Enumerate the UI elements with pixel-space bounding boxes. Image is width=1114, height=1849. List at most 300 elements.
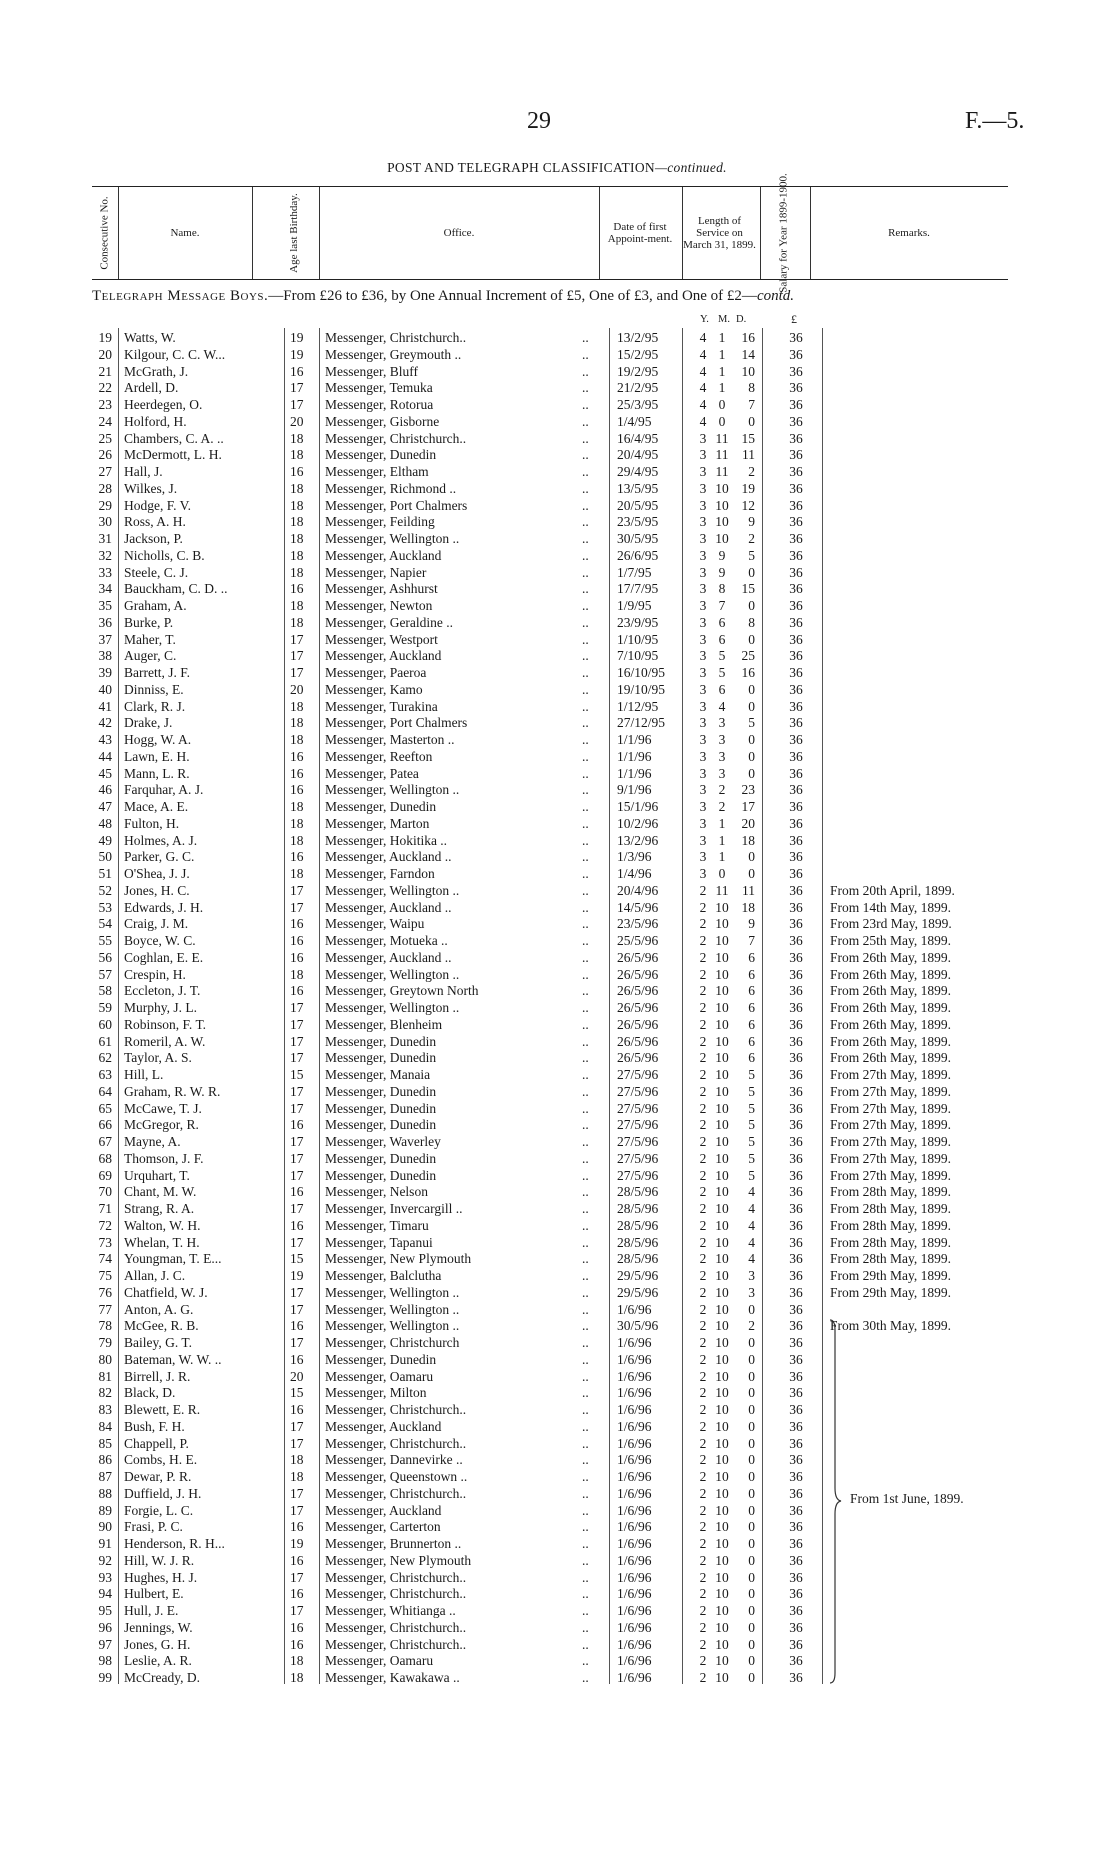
row-years: 2 [699, 1368, 707, 1384]
row-remarks: From 14th May, 1899. [830, 899, 951, 915]
row-no: 73 [98, 1234, 112, 1250]
row-years: 2 [699, 1184, 707, 1200]
row-no: 31 [98, 531, 112, 546]
row-no: 40 [98, 681, 112, 697]
row-office: Messenger, Wellington .. [325, 1301, 460, 1317]
row-days: 6 [748, 983, 755, 999]
table-row [0, 1050, 1114, 1067]
row-name: Birrell, J. R. [124, 1368, 191, 1384]
row-no: 56 [98, 949, 112, 965]
row-age: 17 [290, 1167, 304, 1183]
row-months: 11 [715, 430, 729, 446]
row-office: Messenger, Dunedin [325, 1351, 437, 1367]
row-days: 6 [748, 1033, 755, 1049]
page-title [0, 160, 1114, 176]
row-date: 27/5/96 [617, 1083, 659, 1099]
row-no: 71 [98, 1201, 112, 1216]
row-days: 0 [748, 413, 755, 429]
row-name: Robinson, F. T. [124, 1016, 207, 1032]
row-years: 3 [699, 581, 707, 597]
row-months: 5 [718, 648, 726, 664]
row-days: 0 [748, 765, 755, 781]
row-office: Messenger, Greymouth .. [325, 346, 462, 362]
row-salary: 36 [789, 514, 803, 530]
table-row [0, 1536, 1114, 1553]
row-days: 7 [748, 933, 755, 948]
row-date: 1/12/95 [617, 698, 659, 714]
row-no: 53 [98, 899, 112, 915]
row-days: 4 [748, 1217, 755, 1233]
row-age: 17 [290, 1201, 304, 1216]
row-date: 1/1/96 [617, 732, 652, 747]
leader-dots: .. [582, 1318, 589, 1334]
row-salary: 36 [789, 1301, 803, 1317]
row-office: Messenger, New Plymouth [325, 1552, 472, 1568]
table-row [0, 1235, 1114, 1252]
row-no: 43 [98, 732, 112, 747]
row-years: 2 [699, 1000, 707, 1015]
row-years: 2 [699, 1502, 707, 1518]
row-remarks: From 26th May, 1899. [830, 1033, 951, 1049]
row-salary: 36 [789, 782, 803, 798]
row-salary: 36 [789, 547, 803, 563]
row-age: 18 [290, 799, 304, 814]
row-date: 1/6/96 [617, 1418, 652, 1434]
row-years: 3 [699, 648, 707, 664]
row-months: 10 [715, 1536, 729, 1551]
row-months: 10 [715, 1301, 729, 1317]
table-row [0, 1436, 1114, 1453]
row-date: 16/4/95 [617, 430, 659, 446]
row-date: 27/12/95 [617, 715, 666, 731]
table-row [0, 514, 1114, 531]
table-row [0, 900, 1114, 917]
row-no: 83 [98, 1402, 112, 1417]
row-no: 72 [98, 1217, 112, 1233]
row-office: Messenger, Oamaru [325, 1653, 434, 1669]
row-office: Messenger, Dunedin [325, 1117, 437, 1133]
row-days: 0 [748, 698, 755, 714]
row-age: 19 [290, 1268, 304, 1283]
row-salary: 36 [789, 732, 803, 747]
row-age: 17 [290, 1134, 304, 1149]
leader-dots: .. [582, 1619, 589, 1635]
row-date: 26/5/96 [617, 1050, 659, 1066]
row-days: 0 [748, 849, 755, 865]
row-days: 0 [748, 1351, 755, 1367]
row-years: 2 [699, 1653, 707, 1669]
row-months: 10 [715, 1100, 729, 1116]
leader-dots: .. [582, 1519, 589, 1535]
row-date: 1/6/96 [617, 1301, 652, 1317]
row-months: 3 [718, 765, 726, 781]
row-years: 3 [699, 748, 707, 764]
row-name: McGrath, J. [124, 363, 189, 379]
row-office: Messenger, Christchurch.. [325, 1619, 467, 1635]
row-days: 6 [748, 1016, 755, 1032]
leader-dots: .. [582, 547, 589, 563]
row-office: Messenger, Masterton .. [325, 732, 455, 747]
row-months: 3 [718, 732, 726, 747]
row-months: 6 [718, 614, 726, 630]
table-row [0, 1335, 1114, 1352]
row-days: 0 [748, 1402, 755, 1417]
row-date: 1/6/96 [617, 1519, 652, 1535]
row-salary: 36 [789, 464, 803, 479]
row-remarks: From 29th May, 1899. [830, 1268, 951, 1283]
row-salary: 36 [789, 849, 803, 865]
leader-dots: .. [582, 413, 589, 429]
row-remarks: From 28th May, 1899. [830, 1234, 951, 1250]
row-age: 17 [290, 1033, 304, 1049]
leader-dots: .. [582, 916, 589, 932]
row-office: Messenger, Port Chalmers [325, 715, 468, 731]
row-office: Messenger, Dunedin [325, 1150, 437, 1166]
row-name: McCawe, T. J. [124, 1100, 202, 1116]
row-no: 94 [98, 1586, 112, 1602]
table-row [0, 1251, 1114, 1268]
row-age: 18 [290, 480, 304, 496]
row-salary: 36 [789, 1351, 803, 1367]
row-years: 2 [699, 1251, 707, 1267]
row-months: 10 [715, 1217, 729, 1233]
row-years: 2 [699, 1552, 707, 1568]
row-age: 17 [290, 1485, 304, 1501]
row-no: 97 [98, 1636, 112, 1652]
row-name: Chambers, C. A. .. [124, 430, 224, 446]
leader-dots: .. [582, 1402, 589, 1417]
table-row [0, 1385, 1114, 1402]
row-years: 2 [699, 1150, 707, 1166]
row-no: 32 [98, 547, 112, 563]
row-name: Barrett, J. F. [124, 665, 191, 680]
row-years: 2 [699, 1670, 707, 1685]
row-days: 2 [748, 531, 755, 546]
row-years: 2 [699, 1418, 707, 1434]
header-date: Date of first Appoint-ment. [607, 221, 673, 245]
row-months: 9 [718, 547, 726, 563]
row-salary: 36 [789, 1050, 803, 1066]
row-office: Messenger, Farndon [325, 866, 435, 881]
row-age: 16 [290, 464, 304, 479]
row-days: 16 [741, 665, 755, 680]
row-age: 16 [290, 1619, 304, 1635]
row-remarks: From 27th May, 1899. [830, 1167, 951, 1183]
table-row [0, 1285, 1114, 1302]
row-office: Messenger, Rotorua [325, 397, 434, 412]
leader-dots: .. [582, 665, 589, 680]
row-remarks: From 30th May, 1899. [830, 1318, 951, 1334]
leader-dots: .. [582, 564, 589, 580]
row-name: Hill, W. J. R. [124, 1552, 195, 1568]
row-name: Ross, A. H. [124, 514, 186, 530]
row-age: 16 [290, 1402, 304, 1417]
row-office: Messenger, Newton [325, 598, 433, 613]
page-number: 29 [527, 108, 551, 134]
row-age: 17 [290, 1100, 304, 1116]
row-name: Taylor, A. S. [124, 1050, 192, 1066]
row-name: Watts, W. [124, 330, 176, 345]
row-months: 10 [715, 1552, 729, 1568]
row-name: Chant, M. W. [124, 1184, 197, 1200]
row-office: Messenger, Wellington .. [325, 1318, 460, 1334]
row-age: 18 [290, 698, 304, 714]
row-salary: 36 [789, 748, 803, 764]
row-months: 10 [715, 1184, 729, 1200]
row-days: 0 [748, 1586, 755, 1602]
row-age: 17 [290, 899, 304, 915]
row-no: 28 [98, 480, 112, 496]
row-days: 0 [748, 1469, 755, 1484]
row-days: 0 [748, 1301, 755, 1317]
row-age: 17 [290, 1150, 304, 1166]
row-age: 18 [290, 614, 304, 630]
row-months: 10 [715, 1502, 729, 1518]
row-date: 28/5/96 [617, 1251, 659, 1267]
row-years: 3 [699, 866, 707, 881]
row-remarks: From 26th May, 1899. [830, 1016, 951, 1032]
row-salary: 36 [789, 1067, 803, 1082]
leader-dots: .. [582, 1301, 589, 1317]
table-row [0, 1318, 1114, 1335]
row-years: 3 [699, 514, 707, 530]
row-salary: 36 [789, 1217, 803, 1233]
table-row [0, 498, 1114, 515]
leader-dots: .. [582, 1000, 589, 1015]
row-years: 2 [699, 1318, 707, 1334]
row-name: Edwards, J. H. [124, 899, 204, 915]
row-no: 23 [98, 397, 112, 412]
table-row [0, 1067, 1114, 1084]
table-row [0, 1469, 1114, 1486]
row-office: Messenger, Invercargill .. [325, 1201, 463, 1216]
row-no: 19 [98, 330, 112, 345]
row-years: 2 [699, 983, 707, 999]
row-name: Bailey, G. T. [124, 1335, 192, 1350]
row-no: 48 [98, 815, 112, 831]
row-days: 5 [748, 1167, 755, 1183]
row-age: 18 [290, 1452, 304, 1468]
row-date: 30/5/96 [617, 1318, 659, 1334]
row-salary: 36 [789, 1418, 803, 1434]
row-no: 63 [98, 1067, 112, 1082]
leader-dots: .. [582, 1067, 589, 1082]
row-months: 10 [715, 1083, 729, 1099]
leader-dots: .. [582, 765, 589, 781]
row-salary: 36 [789, 1100, 803, 1116]
row-days: 9 [748, 916, 755, 932]
row-days: 0 [748, 1385, 755, 1401]
row-days: 8 [748, 380, 755, 396]
row-months: 10 [715, 1000, 729, 1015]
leader-dots: .. [582, 1653, 589, 1669]
table-row [0, 1201, 1114, 1218]
row-no: 96 [98, 1619, 112, 1635]
row-office: Messenger, Nelson [325, 1184, 428, 1200]
row-name: McCready, D. [124, 1670, 200, 1685]
row-salary: 36 [789, 380, 803, 396]
leader-dots: .. [582, 1167, 589, 1183]
row-months: 1 [718, 380, 726, 396]
row-days: 0 [748, 1519, 755, 1535]
row-date: 26/5/96 [617, 1033, 659, 1049]
row-remarks: From 23rd May, 1899. [830, 916, 952, 932]
row-salary: 36 [789, 698, 803, 714]
row-months: 10 [715, 1368, 729, 1384]
table-row [0, 531, 1114, 548]
leader-dots: .. [582, 480, 589, 496]
row-office: Messenger, Dunedin [325, 799, 437, 814]
row-date: 1/6/96 [617, 1502, 652, 1518]
row-office: Messenger, Kawakawa .. [325, 1670, 460, 1685]
row-date: 1/4/96 [617, 866, 652, 881]
row-years: 2 [699, 1335, 707, 1350]
row-name: Parker, G. C. [124, 849, 195, 865]
row-office: Messenger, Wellington .. [325, 782, 460, 798]
row-months: 10 [715, 1569, 729, 1585]
row-days: 0 [748, 1435, 755, 1451]
row-name: Nicholls, C. B. [124, 547, 205, 563]
row-months: 10 [715, 1234, 729, 1250]
row-months: 10 [715, 1033, 729, 1049]
row-date: 28/5/96 [617, 1201, 659, 1216]
leader-dots: .. [582, 1268, 589, 1283]
row-months: 10 [715, 916, 729, 932]
leader-dots: .. [582, 1284, 589, 1300]
row-salary: 36 [789, 681, 803, 697]
row-name: Jackson, P. [124, 531, 183, 546]
row-office: Messenger, Richmond .. [325, 480, 457, 496]
table-row [0, 548, 1114, 565]
table-row [0, 1637, 1114, 1654]
row-months: 3 [718, 748, 726, 764]
row-name: Burke, P. [124, 614, 174, 630]
row-office: Messenger, Auckland .. [325, 899, 452, 915]
row-age: 15 [290, 1251, 304, 1267]
row-no: 66 [98, 1117, 112, 1133]
table-row [0, 364, 1114, 381]
row-name: McGee, R. B. [124, 1318, 199, 1334]
header-divider [599, 187, 600, 279]
row-name: Holmes, A. J. [124, 832, 198, 848]
row-years: 3 [699, 715, 707, 731]
row-salary: 36 [789, 531, 803, 546]
row-remarks: From 29th May, 1899. [830, 1284, 951, 1300]
row-no: 67 [98, 1134, 112, 1149]
row-no: 79 [98, 1335, 112, 1350]
row-years: 3 [699, 665, 707, 680]
row-days: 3 [748, 1284, 755, 1300]
row-age: 17 [290, 1418, 304, 1434]
row-no: 41 [98, 698, 112, 714]
row-age: 17 [290, 1000, 304, 1015]
row-no: 52 [98, 882, 112, 898]
row-years: 3 [699, 464, 707, 479]
table-row [0, 397, 1114, 414]
header-service: Length of Service on March 31, 1899. [683, 215, 756, 251]
row-name: Black, D. [124, 1385, 176, 1401]
leader-dots: .. [582, 832, 589, 848]
unit-pound: £ [791, 312, 797, 326]
row-months: 1 [718, 330, 726, 345]
row-date: 1/6/96 [617, 1452, 652, 1468]
row-no: 70 [98, 1184, 112, 1200]
row-date: 26/5/96 [617, 983, 659, 999]
row-name: Hodge, F. V. [124, 497, 192, 513]
row-name: Combs, H. E. [124, 1452, 198, 1468]
row-office: Messenger, Brunnerton .. [325, 1536, 462, 1551]
title-main: POST AND TELEGRAPH CLASSIFICATION [387, 160, 655, 175]
row-age: 17 [290, 1301, 304, 1317]
row-days: 5 [748, 1150, 755, 1166]
row-office: Messenger, Whitianga .. [325, 1603, 456, 1618]
row-age: 16 [290, 363, 304, 379]
row-remarks: From 28th May, 1899. [830, 1201, 951, 1216]
row-remarks: From 27th May, 1899. [830, 1134, 951, 1149]
row-age: 20 [290, 413, 304, 429]
row-days: 19 [741, 480, 755, 496]
row-date: 17/7/95 [617, 581, 659, 597]
table-row [0, 732, 1114, 749]
row-salary: 36 [789, 866, 803, 881]
row-days: 0 [748, 1670, 755, 1685]
row-age: 16 [290, 949, 304, 965]
row-office: Messenger, Auckland .. [325, 849, 452, 865]
row-age: 18 [290, 1469, 304, 1484]
row-years: 2 [699, 1619, 707, 1635]
table-row [0, 1452, 1114, 1469]
row-no: 69 [98, 1167, 112, 1183]
row-salary: 36 [789, 1134, 803, 1149]
row-date: 13/2/96 [617, 832, 659, 848]
header-salary-cell [760, 173, 808, 293]
row-office: Messenger, Paeroa [325, 665, 427, 680]
row-name: Kilgour, C. C. W... [124, 346, 226, 362]
row-months: 11 [715, 882, 729, 898]
row-age: 16 [290, 933, 304, 948]
row-name: Chatfield, W. J. [124, 1284, 208, 1300]
table-row [0, 1369, 1114, 1386]
row-salary: 36 [789, 665, 803, 680]
row-office: Messenger, Wellington .. [325, 531, 460, 546]
row-months: 1 [718, 849, 726, 865]
row-months: 10 [715, 899, 729, 915]
row-years: 2 [699, 1268, 707, 1283]
row-months: 10 [715, 1251, 729, 1267]
section-heading [92, 288, 1012, 305]
row-months: 10 [715, 1485, 729, 1501]
row-days: 5 [748, 1100, 755, 1116]
table-row [0, 565, 1114, 582]
row-years: 3 [699, 681, 707, 697]
row-days: 6 [748, 1050, 755, 1066]
leader-dots: .. [582, 531, 589, 546]
leader-dots: .. [582, 1217, 589, 1233]
row-name: Boyce, W. C. [124, 933, 196, 948]
section-label: Telegraph Message Boys. [92, 288, 269, 304]
table-row [0, 1670, 1114, 1687]
row-date: 1/9/95 [617, 598, 652, 613]
row-months: 0 [718, 413, 726, 429]
row-date: 27/5/96 [617, 1067, 659, 1082]
row-salary: 36 [789, 899, 803, 915]
row-years: 2 [699, 1117, 707, 1133]
row-salary: 36 [789, 430, 803, 446]
row-date: 1/6/96 [617, 1586, 652, 1602]
row-name: Auger, C. [124, 648, 177, 664]
row-office: Messenger, Christchurch.. [325, 1569, 467, 1585]
row-no: 74 [98, 1251, 112, 1267]
